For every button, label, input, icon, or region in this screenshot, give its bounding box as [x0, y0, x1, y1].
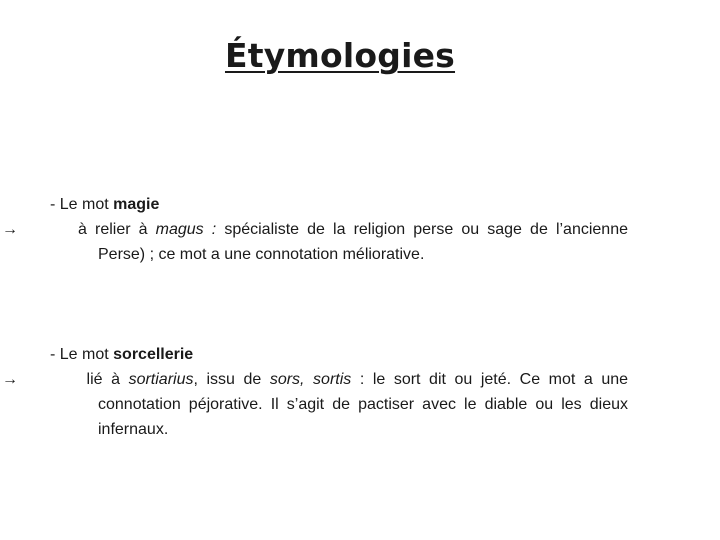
definition-magie: [2, 192, 629, 267]
term-heading: [50, 192, 628, 217]
text-part: : le sort dit ou jeté. Ce mot a une connotation péjorative. Il s’agit de pactiser avec le diable ou les dieux infernaux.: [98, 371, 629, 438]
term-prefix: - Le mot: [50, 196, 114, 213]
text-part: , issu de: [193, 371, 270, 388]
term-heading: [50, 342, 628, 367]
italic-term: sors, sortis: [269, 371, 352, 388]
italic-term: sortiarius: [128, 371, 194, 388]
term-prefix: - Le mot: [50, 346, 114, 363]
text-part: lié à: [78, 371, 129, 388]
page-title: Étymologies: [224, 36, 456, 75]
text-part: à relier à: [78, 221, 156, 238]
definition-text: [2, 217, 629, 267]
arrow-icon: →: [2, 371, 18, 388]
definition-text: [2, 367, 629, 442]
italic-term: magus :: [155, 221, 217, 238]
text-part: spécialiste de la religion perse ou sage de l’ancienne Perse) ; ce mot a une connotation méliorative.: [98, 221, 629, 263]
term-word: magie: [113, 196, 160, 213]
arrow-icon: →: [2, 221, 18, 238]
definition-sorcellerie: [2, 342, 629, 442]
term-word: sorcellerie: [113, 346, 194, 363]
